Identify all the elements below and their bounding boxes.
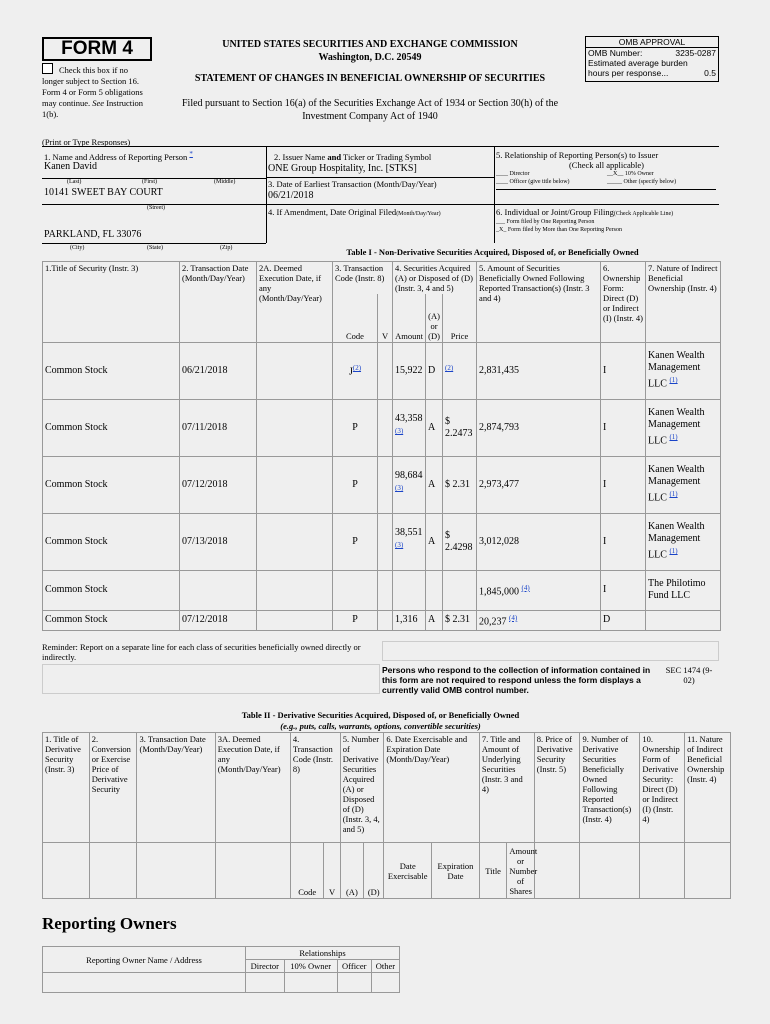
nature-value: Kanen Wealth Management LLC — [648, 407, 705, 447]
t2-h-date: 3. Transaction Date (Month/Day/Year) — [137, 733, 215, 843]
t2-h-form: 10. Ownership Form of Derivative Security: Direct (D) or Indirect (I) (Instr. 4) — [640, 733, 685, 843]
box2-label-prefix: 2. Issuer Name — [274, 152, 328, 162]
v-cell — [378, 570, 393, 610]
owned-value: 2,973,477 — [479, 478, 520, 490]
t1-h-form: 6. Ownership Form: Direct (D) or Indirect (I) (Instr. 4) — [601, 262, 646, 343]
t1-h-code: 3. Transaction Code (Instr. 8) — [333, 262, 393, 295]
street-address: 10141 SWEET BAY COURT — [44, 187, 163, 198]
amount-cell — [393, 456, 426, 513]
nature-cell — [646, 570, 721, 610]
nature-cell — [646, 610, 721, 630]
form-title: FORM 4 — [61, 38, 133, 59]
v-cell — [378, 610, 393, 630]
table2-title: Table II - Derivative Securities Acquired, Disposed of, or Beneficially Owned — [241, 710, 520, 720]
owned-cell — [477, 513, 601, 570]
owned-cell — [477, 342, 601, 399]
box4-label: 4. If Amendment, Date Original Filed — [268, 207, 397, 217]
table1-non-derivative — [42, 261, 721, 631]
city-label: (City) — [70, 245, 85, 251]
box5-sub: (Check all applicable) — [568, 160, 645, 170]
t2-h-conversion: 2. Conversion or Exercise Price of Derivative Security — [89, 733, 137, 843]
footnote-link[interactable]: (1) — [669, 490, 678, 499]
table1-title: Table I - Non-Derivative Securities Acquired, Disposed of, or Beneficially Owned — [346, 247, 639, 257]
ten-pct-owner-option: __X__ 10% Owner — [607, 171, 654, 177]
footnote-link[interactable]: (3) — [395, 484, 404, 493]
omb-title: OMB APPROVAL — [586, 37, 718, 48]
t1-h-deemed: 2A. Deemed Execution Date, if any (Month/Day/Year) — [257, 262, 333, 343]
amount-value: 1,316 — [395, 614, 418, 625]
owner-officer-header: Officer — [337, 960, 371, 973]
other-option: _____ Other (specify below) — [607, 179, 677, 185]
table-row — [43, 570, 721, 610]
t2-h-d-sub: (D) — [364, 843, 384, 899]
owner-name-header: Reporting Owner Name / Address — [43, 947, 246, 973]
deemed-date — [257, 456, 333, 513]
v-cell — [378, 513, 393, 570]
multi-person-option: _X_ Form filed by More than One Reporting Person — [496, 227, 622, 233]
t2-h-date-ex-sub: Date Exercisable — [384, 843, 432, 899]
owner-director-header: Director — [246, 960, 285, 973]
box2-issuer — [266, 147, 495, 178]
one-person-option: ___ Form filed by One Reporting Person — [496, 219, 595, 225]
footnote-link[interactable]: (1) — [669, 433, 678, 442]
ad-cell: A — [426, 399, 443, 456]
owned-value: 2,831,435 — [479, 364, 520, 376]
security-title: Common Stock — [43, 342, 180, 399]
price-value: $ 2.31 — [445, 614, 471, 625]
notice-gray-box — [42, 664, 380, 694]
transaction-date: 07/11/2018 — [180, 399, 257, 456]
table-row — [43, 610, 721, 630]
reminder-text: Reminder: Report on a separate line for each class of securities beneficially owned directly or indirectly. — [42, 642, 361, 662]
filed-pursuant — [150, 97, 590, 123]
reporting-person-name: Kanen David — [44, 161, 98, 172]
ad-cell: A — [426, 610, 443, 630]
transaction-code — [333, 456, 378, 513]
price-cell — [443, 610, 477, 630]
no-longer-subject-text: Check this box if no longer subject to Section 16. Form 4 or Form 5 obligations may continue. — [42, 65, 143, 108]
amount-cell — [393, 513, 426, 570]
amount-cell — [393, 610, 426, 630]
owned-value: 1,845,000 — [479, 586, 520, 598]
agency-header — [160, 38, 580, 64]
price-cell — [443, 570, 477, 610]
t2-h-owned: 9. Number of Derivative Securities Beneficially Owned Following Reported Transaction(s) (Instr. 4) — [580, 733, 640, 843]
t2-h-underlying: 7. Title and Amount of Underlying Securities (Instr. 3 and 4) — [479, 733, 534, 843]
t2-h-deemed: 3A. Deemed Execution Date, if any (Month/Day/Year) — [215, 733, 290, 843]
agency-address: Washington, D.C. 20549 — [318, 52, 422, 63]
t2-h-exp-sub: Expiration Date — [432, 843, 480, 899]
footnote-link[interactable]: (2) — [445, 364, 454, 373]
amount-cell — [393, 570, 426, 610]
v-cell — [378, 399, 393, 456]
transaction-date — [180, 570, 257, 610]
no-longer-subject-checkbox[interactable] — [42, 63, 53, 74]
nature-cell — [646, 513, 721, 570]
t1-h-nature: 7. Nature of Indirect Beneficial Ownership (Instr. 4) — [646, 262, 721, 343]
agency-name: UNITED STATES SECURITIES AND EXCHANGE COMMISSION — [222, 39, 518, 50]
code-value: P — [352, 535, 358, 547]
transaction-date: 07/13/2018 — [180, 513, 257, 570]
last-label: (Last) — [67, 179, 82, 185]
owner-ten-pct-header: 10% Owner — [284, 960, 337, 973]
t1-h-amount-sub: Amount — [393, 294, 426, 342]
reporting-owners-table — [42, 946, 400, 993]
box5-label: 5. Relationship of Reporting Person(s) to Issuer — [496, 150, 659, 160]
t2-h-price: 8. Price of Derivative Security (Instr. 5) — [534, 733, 580, 843]
state-label: (State) — [147, 245, 163, 251]
nature-cell — [646, 399, 721, 456]
owned-cell — [477, 570, 601, 610]
amount-cell — [393, 399, 426, 456]
sec-code: SEC 1474 (9-02) — [665, 665, 713, 685]
transaction-code — [333, 399, 378, 456]
box4-amendment — [266, 204, 495, 243]
ad-cell: D — [426, 342, 443, 399]
omb-approval-box — [585, 36, 719, 82]
t1-h-date: 2. Transaction Date (Month/Day/Year) — [180, 262, 257, 343]
t2-h-amount-sub: Amount or Number of Shares — [507, 843, 534, 899]
price-cell — [443, 399, 477, 456]
table-row — [43, 513, 721, 570]
owned-cell — [477, 610, 601, 630]
price-value: $ 2.2473 — [445, 415, 473, 439]
form-cell: I — [601, 342, 646, 399]
t2-h-code: 4. Transaction Code (Instr. 8) — [290, 733, 340, 843]
t1-h-securities: 4. Securities Acquired (A) or Disposed of (D) (Instr. 3, 4 and 5) — [393, 262, 477, 295]
footnote-link[interactable]: (1) — [669, 376, 678, 385]
t2-h-nature: 11. Nature of Indirect Beneficial Ownership (Instr. 4) — [685, 733, 731, 843]
box6-filing — [494, 204, 719, 243]
t1-h-v-sub: V — [378, 294, 393, 342]
footnote-link[interactable]: (2) — [352, 364, 362, 373]
footnote-link[interactable]: (4) — [509, 613, 518, 622]
t1-h-title: 1.Title of Security (Instr. 3) — [43, 262, 180, 343]
box1-reporting-person — [42, 147, 267, 243]
box2-label-suffix: Ticker or Trading Symbol — [341, 152, 432, 162]
first-label: (First) — [142, 179, 157, 185]
security-title: Common Stock — [43, 513, 180, 570]
box3-earliest-date — [266, 177, 495, 205]
deemed-date — [257, 399, 333, 456]
relationships-header: Relationships — [246, 947, 400, 960]
v-cell — [378, 456, 393, 513]
price-cell — [443, 342, 477, 399]
t1-h-ad-sub: (A) or (D) — [426, 294, 443, 342]
zip-label: (Zip) — [220, 245, 233, 251]
instruction-text: Instruction 1(b). — [42, 98, 144, 119]
footnote-link[interactable]: (3) — [395, 541, 404, 550]
amount-value: 98,684 — [395, 470, 423, 482]
owned-cell — [477, 399, 601, 456]
box6-label: 6. Individual or Joint/Group Filing — [496, 207, 614, 217]
filed-pursuant-line1: Filed pursuant to Section 16(a) of the Securities Exchange Act of 1934 or Section 30(h) of the — [181, 98, 559, 109]
table2-title-block — [42, 710, 719, 732]
deemed-date — [257, 610, 333, 630]
nature-value: Kanen Wealth Management LLC — [648, 464, 705, 504]
transaction-code — [333, 570, 378, 610]
code-value: J — [348, 366, 353, 378]
form-cell: I — [601, 456, 646, 513]
t2-h-v-sub: V — [324, 843, 340, 899]
omb-burden-label: Estimated average burden — [588, 58, 688, 68]
box5-relationship — [494, 147, 719, 205]
owned-value: 20,237 — [479, 616, 507, 628]
footnote-link[interactable]: (1) — [669, 547, 678, 556]
persons-notice: Persons who respond to the collection of information contained in this form are not required to respond unless the form displays a currently valid OMB control number. — [382, 665, 651, 695]
price-cell — [443, 456, 477, 513]
table-row — [43, 399, 721, 456]
earliest-transaction-date: 06/21/2018 — [268, 190, 314, 201]
omb-number-label: OMB Number: — [588, 48, 643, 58]
form-cell: I — [601, 513, 646, 570]
nature-value: Kanen Wealth Management LLC — [648, 350, 705, 390]
t2-h-exercisable: 6. Date Exercisable and Expiration Date (Month/Day/Year) — [384, 733, 480, 843]
reporting-owners-heading: Reporting Owners — [42, 914, 177, 933]
ad-cell: A — [426, 513, 443, 570]
t1-h-code-sub: Code — [333, 294, 378, 342]
v-cell — [378, 342, 393, 399]
box1-label: 1. Name and Address of Reporting Person — [44, 151, 188, 162]
no-longer-subject-block — [42, 63, 150, 120]
officer-option: ____ Officer (give title below) — [496, 179, 570, 185]
city-state-zip-labels — [42, 243, 266, 260]
see-text: See — [92, 98, 105, 108]
t2-h-title-sub: Title — [479, 843, 506, 899]
box3-label: 3. Date of Earliest Transaction (Month/Day/Year) — [268, 179, 437, 189]
form-title-box — [42, 37, 152, 61]
amount-value: 38,551 — [395, 527, 423, 539]
t2-h-number: 5. Number of Derivative Securities Acquired (A) or Disposed of (D) (Instr. 3, 4, and 5) — [340, 733, 384, 843]
box4-label-small: (Month/Day/Year) — [396, 211, 441, 217]
ad-cell — [426, 570, 443, 610]
footnote-link[interactable]: (4) — [521, 583, 530, 592]
nature-value: Kanen Wealth Management LLC — [648, 521, 705, 561]
statement-title: STATEMENT OF CHANGES IN BENEFICIAL OWNERSHIP OF SECURITIES — [194, 73, 546, 84]
t1-h-price-sub: Price — [443, 294, 477, 342]
owned-cell — [477, 456, 601, 513]
amount-value: 43,358 — [395, 413, 423, 425]
amount-value: 15,922 — [395, 364, 423, 376]
t2-h-code-sub: Code — [290, 843, 324, 899]
filed-pursuant-line2: Investment Company Act of 1940 — [302, 111, 438, 122]
deemed-date — [257, 570, 333, 610]
owned-value: 3,012,028 — [479, 535, 520, 547]
city-address: PARKLAND, FL 33076 — [44, 229, 142, 240]
owned-value: 2,874,793 — [479, 421, 520, 433]
transaction-date: 07/12/2018 — [180, 456, 257, 513]
transaction-date: 07/12/2018 — [180, 610, 257, 630]
nature-value: The Philotimo Fund LLC — [648, 578, 706, 601]
ad-cell: A — [426, 456, 443, 513]
t1-h-owned: 5. Amount of Securities Beneficially Owned Following Reported Transaction(s) (Instr. 3 and 4) — [477, 262, 601, 343]
owner-other-header: Other — [371, 960, 399, 973]
table2-derivative — [42, 732, 731, 899]
amount-cell — [393, 342, 426, 399]
box1-footnote-link[interactable]: * — [189, 150, 193, 158]
transaction-code — [333, 610, 378, 630]
form-cell: D — [601, 610, 646, 630]
director-option: ____ Director — [496, 171, 530, 177]
table-row — [43, 342, 721, 399]
reminder-gray-box — [382, 641, 719, 661]
transaction-code — [333, 513, 378, 570]
transaction-code — [333, 342, 378, 399]
t2-h-a-sub: (A) — [340, 843, 363, 899]
security-title: Common Stock — [43, 570, 180, 610]
street-label: (Street) — [147, 205, 165, 211]
nature-cell — [646, 456, 721, 513]
box2-label-and: and — [327, 152, 342, 162]
security-title: Common Stock — [43, 610, 180, 630]
code-value: P — [352, 421, 358, 433]
price-value: $ 2.31 — [445, 478, 471, 490]
nature-cell — [646, 342, 721, 399]
form-cell: I — [601, 399, 646, 456]
price-cell — [443, 513, 477, 570]
footnote-link[interactable]: (3) — [395, 427, 404, 436]
t2-h-title: 1. Title of Derivative Security (Instr. 3) — [43, 733, 90, 843]
box6-label-small: (Check Applicable Line) — [613, 211, 674, 217]
security-title: Common Stock — [43, 399, 180, 456]
reporting-info-grid — [42, 146, 719, 243]
middle-label: (Middle) — [214, 179, 236, 185]
table2-subtitle: (e.g., puts, calls, warrants, options, convertible securities) — [280, 721, 481, 731]
table-row — [43, 456, 721, 513]
omb-number: 3235-0287 — [675, 48, 716, 58]
deemed-date — [257, 513, 333, 570]
form-cell: I — [601, 570, 646, 610]
issuer-name-ticker: ONE Group Hospitality, Inc. [STKS] — [268, 163, 417, 174]
deemed-date — [257, 342, 333, 399]
print-note: (Print or Type Responses) — [42, 137, 131, 147]
code-value: P — [352, 614, 358, 625]
security-title: Common Stock — [43, 456, 180, 513]
transaction-date: 06/21/2018 — [180, 342, 257, 399]
omb-hours: 0.5 — [704, 68, 716, 78]
code-value: P — [352, 478, 358, 490]
omb-hours-label: hours per response... — [588, 68, 669, 78]
price-value: $ 2.4298 — [445, 529, 473, 553]
